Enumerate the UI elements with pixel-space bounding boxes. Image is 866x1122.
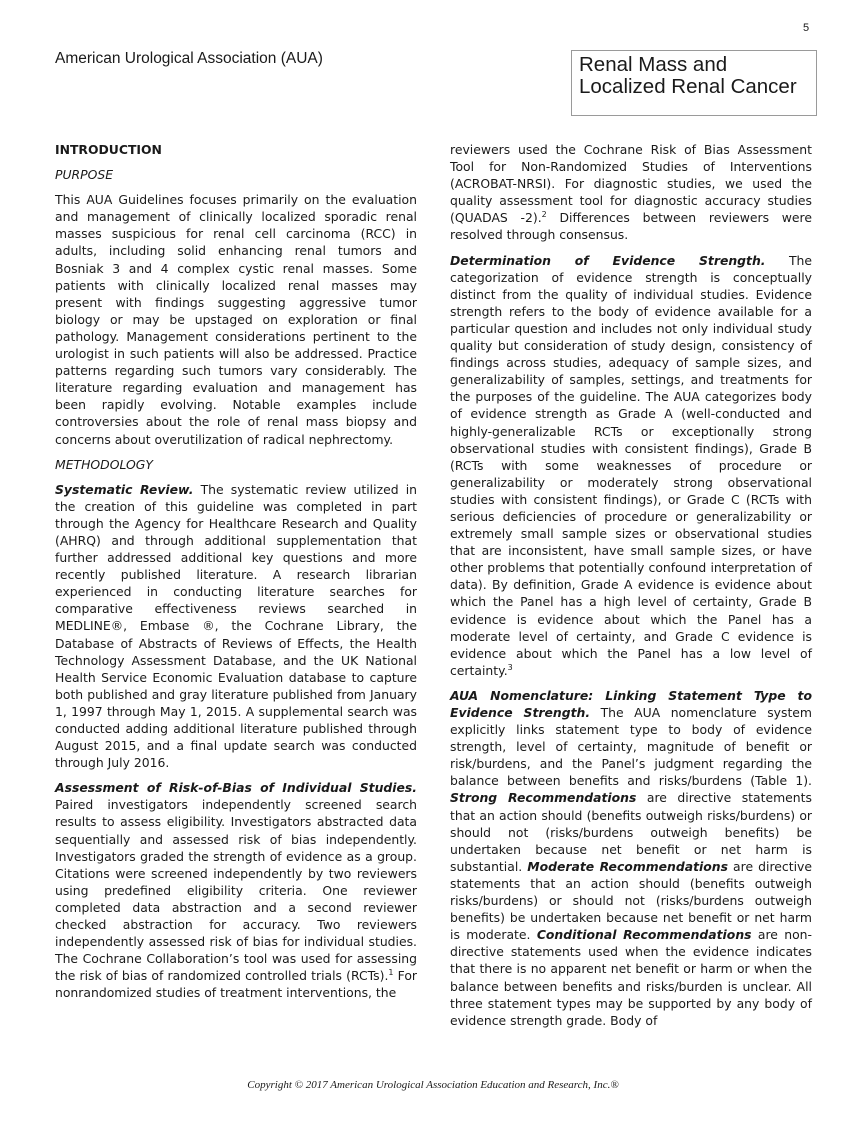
purpose-paragraph: This AUA Guidelines focuses primarily on the evaluation and management of clinically localized sporadic renal masses suspicious for renal cell carcinoma (RCC) in adults, including solid enhancing renal tumors and Bosniak 3 and 4 complex cystic renal masses. Some patients with clinically localized renal masses may present with findings suggesting aggressive tumor biology or may be upstaged on exploration or final pathology. Management considerations pertinent to the urologist in such patients will also be addressed. Practice patterns regarding such tumors vary considerably. The literature regarding evaluation and management has been rapidly evolving. Notable examples include controversies about the role of renal mass biopsy and concerns about overutilization of radical nephrectomy. (55, 192, 417, 447)
left-column (55, 141, 417, 1002)
document-title-box (571, 50, 817, 116)
reference-3: 3 (507, 662, 513, 672)
strong-recommendations-term: Strong Recommendations (450, 790, 637, 806)
nomenclature-text-4: are non-directive statements used when the evidence indicates that there is no apparent net benefit or harm or when the balance between benefits and risks/burden is unclear. All three statement types may be supported by any body of evidence strength grade. Body of (450, 927, 812, 1028)
copyright-footer: Copyright © 2017 American Urological Association Education and Research, Inc.® (247, 1079, 619, 1091)
nomenclature-text-1: The AUA nomenclature system explicitly links statement type to body of evidence strength, level of certainty, magnitude of benefit or risk/burdens, and the Panel’s judgment regarding the balance between benefits and risks/burdens (Table 1). (450, 705, 812, 789)
systematic-review-paragraph (55, 481, 417, 772)
conditional-recommendations-term: Conditional Recommendations (536, 927, 752, 943)
evidence-strength-text: The categorization of evidence strength is conceptually distinct from the quality of individual studies. Evidence strength refers to the body of evidence available for a particular question and includes not only individual study quality but consideration of study design, consistency of findings across studies, adequacy of sample sizes, and generalizability of samples, settings, and treatments for the purposes of the guideline. The AUA categorizes body of evidence strength as Grade A (well-conducted and highly-generalizable RCTs or exceptionally strong observational studies with consistent findings), Grade B (RCTs with some weaknesses of procedure or generalizability or moderately strong observational studies with consistent findings), or Grade C (RCTs with serious deficiencies of procedure or generalizability or extremely small sample sizes or observational studies that are inconsistent, have small sample sizes, or have other problems that potentially confound interpretation of data). By definition, Grade A evidence is evidence about which the Panel has a high level of certainty, Grade B evidence is evidence about which the Panel has a moderate level of certainty, and Grade C evidence is evidence about which the Panel has a low level of certainty. (450, 252, 812, 678)
subheading-purpose: PURPOSE (55, 167, 114, 183)
right-column (450, 141, 812, 1037)
risk-of-bias-paragraph (55, 779, 417, 1001)
reference-1: 1 (388, 968, 394, 978)
evidence-strength-paragraph (450, 252, 812, 679)
section-heading-introduction: INTRODUCTION (55, 142, 162, 157)
page-number: 5 (803, 22, 810, 34)
risk-of-bias-text-1: Paired investigators independently screened search results to assess eligibility. Investigators abstracted data sequentially and assessed risk of bias independently. Investigators graded the strength of evidence as a group. Citations were screened independently by two reviewers using predefined eligibility criteria. One reviewer completed data abstraction and a second reviewer checked abstraction for accuracy. Two reviewers independently assessed risk of bias for individual studies. The Cochrane Collaboration’s tool was used for assessing the risk of bias of randomized controlled trials (RCTs). (55, 797, 417, 984)
risk-of-bias-lead: Assessment of Risk-of-Bias of Individual Studies. (55, 780, 417, 796)
moderate-recommendations-term: Moderate Recommendations (527, 858, 728, 874)
title-line-2: Localized Renal Cancer (579, 75, 797, 98)
evidence-strength-lead: Determination of Evidence Strength. (450, 252, 766, 268)
nomenclature-text-2: are directive statements that an action should (benefits outweigh risks/burdens) or should not (risks/burdens outweigh benefits) be undertaken because net benefit or net harm is substantial. (450, 790, 812, 874)
reference-2: 2 (541, 210, 547, 220)
systematic-review-lead: Systematic Review. (55, 481, 194, 497)
nomenclature-text-3: are directive statements that an action should (benefits outweigh risks/burdens) or should not (risks/burdens outweigh benefits) be undertaken because net benefit or net harm is moderate. (450, 858, 812, 943)
subheading-methodology: METHODOLOGY (55, 456, 153, 472)
risk-of-bias-continued (450, 141, 812, 244)
risk-of-bias-text-2b: reviewers used the Cochrane Risk of Bias Assessment Tool for Non-Randomized Studies of Interventions (ACROBAT-NRSI). For diagnostic studies, we used the quality assessment tool for diagnostic accuracy studies (QUADAS -2). (450, 142, 812, 226)
nomenclature-paragraph (450, 687, 812, 1029)
risk-of-bias-text-2a: For nonrandomized studies of treatment interventions, the (55, 968, 417, 1001)
systematic-review-text: The systematic review utilized in the creation of this guideline was completed in part through the Agency for Healthcare Research and Quality (AHRQ) and through additional supplementation that further addressed additional key questions and more recently published literature. A research librarian experienced in conducting literature searches for comparative effectiveness reviews searched in MEDLINE®, Embase ®, the Cochrane Library, the Database of Abstracts of Reviews of Effects, the Health Technology Assessment Database, and the UK National Health Service Economic Evaluation database to capture both published and gray literature published from January 1, 1997 through May 1, 2015. A supplemental search was conducted adding additional literature published through August 2015, and a final update search was conducted through July 2016. (55, 481, 417, 771)
risk-of-bias-text-3: Differences between reviewers were resolved through consensus. (450, 210, 812, 243)
nomenclature-lead: AUA Nomenclature: Linking Statement Type to Evidence Strength. (450, 687, 812, 720)
title-line-1: Renal Mass and (579, 53, 728, 76)
organization-name: American Urological Association (AUA) (55, 50, 323, 67)
